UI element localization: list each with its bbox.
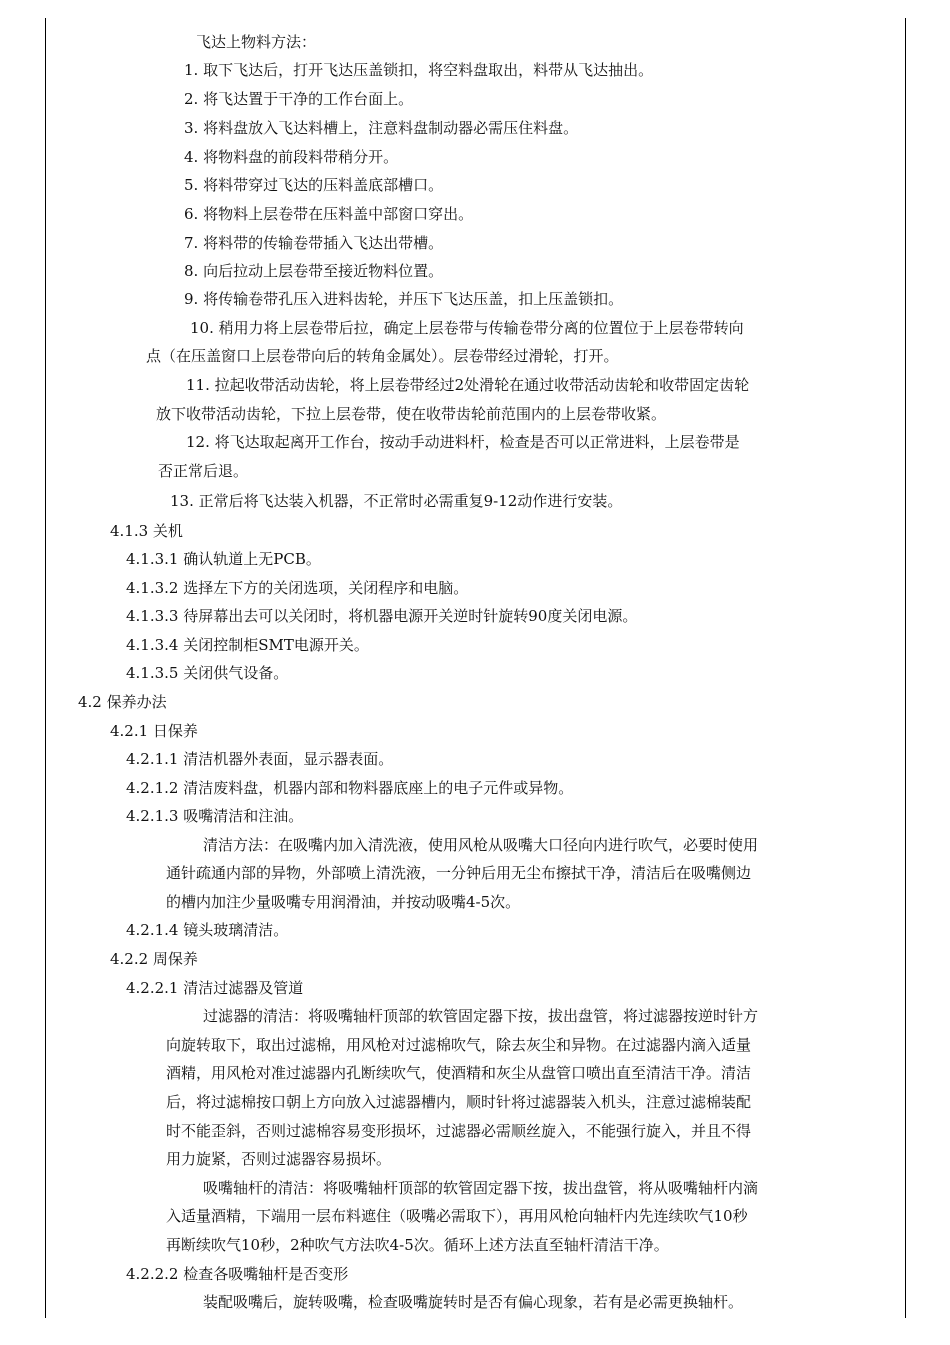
text-line: 4.1.3.4 关闭控制柜SMT电源开关。 bbox=[126, 636, 369, 654]
text-line: 4.2.1.1 清洁机器外表面，显示器表面。 bbox=[126, 750, 394, 768]
text-line: 5. 将料带穿过飞达的压料盖底部槽口。 bbox=[184, 176, 444, 194]
text-line: 4.2.1 日保养 bbox=[110, 722, 198, 740]
text-line: 4.1.3.2 选择左下方的关闭选项，关闭程序和电脑。 bbox=[126, 579, 469, 597]
text-line: 4.2.2.1 清洁过滤器及管道 bbox=[126, 979, 304, 997]
text-line: 2. 将飞达置于干净的工作台面上。 bbox=[184, 90, 414, 108]
text-line: 4.2 保养办法 bbox=[78, 693, 167, 711]
text-line: 否正常后退。 bbox=[158, 462, 249, 480]
text-line: 11. 拉起收带活动齿轮，将上层卷带经过2处滑轮在通过收带活动齿轮和收带固定齿轮 bbox=[186, 376, 750, 394]
text-line: 4.1.3.5 关闭供气设备。 bbox=[126, 664, 289, 682]
text-line: 用力旋紧，否则过滤器容易损坏。 bbox=[166, 1150, 392, 1168]
text-line: 4.2.2 周保养 bbox=[110, 950, 198, 968]
text-line: 6. 将物料上层卷带在压料盖中部窗口穿出。 bbox=[184, 205, 474, 223]
text-line: 4.1.3.3 待屏幕出去可以关闭时，将机器电源开关逆时针旋转90度关闭电源。 bbox=[126, 607, 638, 625]
text-line: 时不能歪斜，否则过滤棉容易变形损坏，过滤器必需顺丝旋入，不能强行旋入，并且不得 bbox=[166, 1122, 752, 1140]
text-line: 4.2.1.3 吸嘴清洁和注油。 bbox=[126, 807, 304, 825]
text-line: 13. 正常后将飞达装入机器，不正常时必需重复9-12动作进行安装。 bbox=[170, 492, 623, 510]
text-line: 4.1.3.1 确认轨道上无PCB。 bbox=[126, 550, 321, 568]
text-line: 放下收带活动齿轮，下拉上层卷带，使在收带齿轮前范围内的上层卷带收紧。 bbox=[156, 405, 667, 423]
text-line: 装配吸嘴后，旋转吸嘴，检查吸嘴旋转时是否有偏心现象，若有是必需更换轴杆。 bbox=[203, 1293, 744, 1311]
text-line: 7. 将料带的传输卷带插入飞达出带槽。 bbox=[184, 234, 444, 252]
text-line: 1. 取下飞达后，打开飞达压盖锁扣，将空料盘取出，料带从飞达抽出。 bbox=[184, 61, 654, 79]
text-line: 的槽内加注少量吸嘴专用润滑油，并按动吸嘴4-5次。 bbox=[166, 893, 521, 911]
text-line: 再断续吹气10秒，2种吹气方法吹4-5次。循环上述方法直至轴杆清洁干净。 bbox=[166, 1236, 669, 1254]
text-line: 飞达上物料方法： bbox=[196, 33, 317, 51]
text-line: 9. 将传输卷带孔压入进料齿轮，并压下飞达压盖，扣上压盖锁扣。 bbox=[184, 290, 624, 308]
text-line: 3. 将料盘放入飞达料槽上，注意料盘制动器必需压住料盘。 bbox=[184, 119, 579, 137]
text-line: 4.2.2.2 检查各吸嘴轴杆是否变形 bbox=[126, 1265, 349, 1283]
text-line: 8. 向后拉动上层卷带至接近物料位置。 bbox=[184, 262, 444, 280]
text-line: 过滤器的清洁：将吸嘴轴杆顶部的软管固定器下按，拔出盘管，将过滤器按逆时针方 bbox=[203, 1007, 759, 1025]
text-line: 通针疏通内部的异物，外部喷上清洗液，一分钟后用无尘布擦拭干净，清洁后在吸嘴侧边 bbox=[166, 864, 752, 882]
document-body bbox=[46, 0, 905, 1345]
text-line: 后，将过滤棉按口朝上方向放入过滤器槽内，顺时针将过滤器装入机头，注意过滤棉装配 bbox=[166, 1093, 752, 1111]
text-line: 点（在压盖窗口上层卷带向后的转角金属处）。层卷带经过滑轮，打开。 bbox=[146, 347, 619, 365]
text-line: 入适量酒精，下端用一层布料遮住（吸嘴必需取下），再用风枪向轴杆内先连续吹气10秒 bbox=[166, 1207, 748, 1225]
text-line: 向旋转取下，取出过滤棉，用风枪对过滤棉吹气，除去灰尘和异物。在过滤器内滴入适量 bbox=[166, 1036, 752, 1054]
text-line: 酒精，用风枪对准过滤器内孔断续吹气，使酒精和灰尘从盘管口喷出直至清洁干净。清洁 bbox=[166, 1064, 752, 1082]
text-line: 4.1.3 关机 bbox=[110, 522, 183, 540]
text-line: 4.2.1.4 镜头玻璃清洁。 bbox=[126, 921, 289, 939]
text-line: 4. 将物料盘的前段料带稍分开。 bbox=[184, 148, 399, 166]
text-line: 12. 将飞达取起离开工作台，按动手动进料杆，检查是否可以正常进料，上层卷带是 bbox=[186, 433, 740, 451]
text-line: 吸嘴轴杆的清洁：将吸嘴轴杆顶部的软管固定器下按，拔出盘管，将从吸嘴轴杆内滴 bbox=[203, 1179, 759, 1197]
text-line: 清洁方法：在吸嘴内加入清洗液，使用风枪从吸嘴大口径向内进行吹气，必要时使用 bbox=[203, 836, 759, 854]
text-line: 4.2.1.2 清洁废料盘，机器内部和物料器底座上的电子元件或异物。 bbox=[126, 779, 574, 797]
text-line: 10. 稍用力将上层卷带后拉，确定上层卷带与传输卷带分离的位置位于上层卷带转向 bbox=[190, 319, 744, 337]
right-border-line bbox=[905, 18, 906, 1318]
